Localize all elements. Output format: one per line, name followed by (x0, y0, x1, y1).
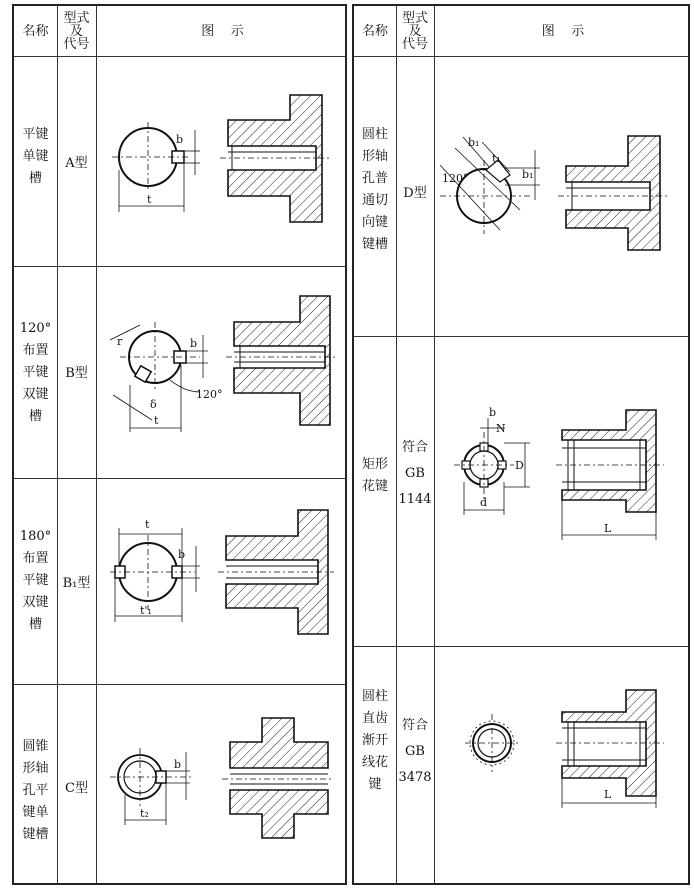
drawing-d (440, 136, 670, 250)
dim-t1: t'₁ (140, 604, 152, 617)
hub-section-c (222, 718, 334, 838)
hub-section-b (226, 296, 335, 425)
dim-D: D (515, 459, 524, 472)
drawing-c (110, 718, 334, 838)
dim-b: b (489, 406, 497, 419)
shaft-section-c (110, 748, 192, 825)
shaft-section-b (110, 322, 223, 432)
drawing-a (112, 95, 330, 222)
shaft-section-d (440, 136, 540, 234)
dim-L: L (604, 788, 612, 801)
drawing-involute-spline (465, 690, 664, 808)
row-code: 符合 GB 1144 (398, 440, 432, 507)
dim-N: N (496, 422, 506, 435)
header-name: 名称 (361, 23, 388, 39)
dim-L: L (604, 522, 612, 535)
row-code: D型 (403, 186, 427, 201)
dim-t2: t₂ (140, 807, 149, 820)
row-code: B型 (65, 366, 88, 381)
shaft-section-a (112, 122, 200, 212)
hub-section-a (220, 95, 330, 222)
dim-b: b (174, 758, 182, 771)
dim-angle: 120° (196, 388, 223, 401)
dim-r: r (117, 335, 123, 348)
dim-t: t (154, 414, 159, 427)
header-figure: 图 示 (201, 23, 244, 39)
shaft-section-b1 (110, 518, 200, 622)
row-name: 平键 单键 槽 (22, 127, 49, 186)
row-code: B₁型 (62, 576, 91, 591)
row-code: A型 (65, 156, 88, 171)
row-name: 180° 布置 平键 双键 槽 (19, 529, 52, 632)
dim-t1: t₁ (492, 152, 501, 165)
involute-section (465, 714, 520, 772)
drawing-b (110, 296, 335, 432)
dim-d: d (480, 496, 488, 509)
dim-b: b (178, 548, 186, 561)
row-name: 矩形 花键 (361, 457, 388, 494)
row-name: 120° 布置 平键 双键 槽 (19, 321, 52, 424)
drawing-rect-spline (454, 406, 664, 540)
dim-b1-vert: b₁ (522, 168, 534, 181)
row-code: 符合 GB 3478 (398, 718, 432, 785)
involute-hub-section (556, 690, 664, 808)
hub-section-d (558, 136, 670, 250)
header-figure: 图 示 (541, 23, 585, 39)
header-type: 型式 及 代号 (63, 10, 90, 52)
dim-t: t (147, 193, 152, 206)
row-name: 圆锥 形轴 孔平 键单 键槽 (22, 739, 49, 842)
dim-t: t (145, 518, 150, 531)
dim-b: b (176, 133, 184, 146)
hub-section-b1 (218, 510, 334, 634)
drawing-b1 (110, 510, 334, 634)
row-name: 圆柱 直齿 渐开 线花 键 (361, 689, 388, 792)
row-code: C型 (65, 781, 88, 796)
dim-delta: δ (150, 398, 157, 411)
dim-angle: 120° (442, 172, 469, 185)
dim-b1: b₁ (468, 136, 480, 149)
spline-hub-section (556, 410, 664, 540)
dim-b: b (190, 337, 198, 350)
row-name: 圆柱 形轴 孔普 通切 向键 键槽 (361, 127, 388, 252)
header-type: 型式 及 代号 (401, 10, 428, 52)
spline-section (454, 406, 530, 515)
header-name: 名称 (22, 23, 49, 39)
